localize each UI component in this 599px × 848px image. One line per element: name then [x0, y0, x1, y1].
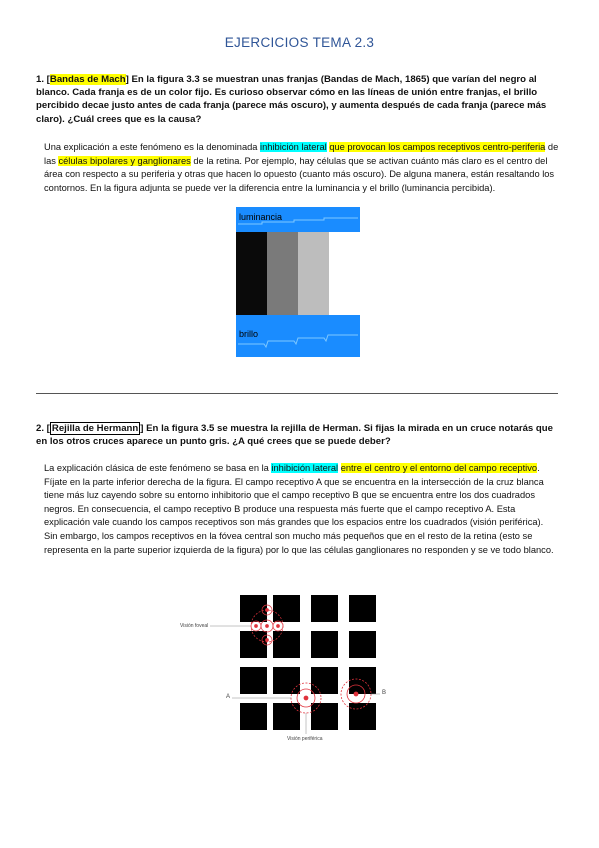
question-1-text: En la figura 3.3 se muestran unas franjas (Bandas de Mach, 1865) que varían del negro al blanco. Cada franja es de un color fijo. Es curioso observar cómo en las líneas de unión entre franjas, el brillo percibido decae justo antes de cada franja (parece más oscuro), y aumenta después de cada franja (parece más claro). ¿Cuál crees que es la causa?: [36, 74, 547, 125]
answer-2-text-1: La explicación clásica de este fenómeno se basa en la: [44, 463, 269, 473]
question-2-tag: Rejilla de Hermann: [51, 423, 139, 434]
band-dark-gray: [267, 232, 298, 315]
question-2: 2. [ Rejilla de Hermann ] En la figura 3.5 se muestra la rejilla de Herman. Si fijas la mirada en un cruce notarás que en los otros cruces aparece un punto gris. ¿A qué crees que se puede deber?: [36, 423, 553, 448]
answer-2-highlight-1: inhibición lateral: [271, 463, 339, 473]
hermann-grid-figure: [170, 590, 400, 750]
receptive-field-a-label: A: [226, 694, 231, 700]
foveal-vision-label: Visión foveal: [180, 623, 209, 629]
luminance-label: luminancia: [239, 212, 283, 222]
answer-1-highlight-1: inhibición lateral: [260, 142, 327, 152]
brightness-label: brillo: [239, 329, 259, 339]
receptive-fields-overlay: [170, 590, 400, 750]
answer-2-highlight-2: entre el centro y el entorno del campo receptivo: [340, 463, 538, 473]
answer-1-text-3: de la retina. Por ejemplo, hay células que se activan cuánto más claro es el centro del área con respecto a su periferia y otras que hacen lo opuesto (cuanto más oscuro). De alguna manera, están resaltando los contornos. En la figura adjunta se puede ver la diferencia entre la luminancia y el brillo (luminancia percibida).: [44, 155, 555, 193]
answer-1-highlight-3: células bipolares y ganglionares: [58, 155, 191, 166]
answer-1-text-2: de las: [44, 142, 559, 166]
answer-1-text-1: Una explicación a este fenómeno es la denominada: [44, 142, 258, 152]
question-1-tag: Bandas de Mach: [49, 74, 126, 85]
band-black: [236, 232, 267, 315]
peripheral-vision-label: Visión periférica: [287, 736, 323, 742]
question-1: 1. [Bandas de Mach] En la figura 3.3 se muestran unas franjas (Bandas de Mach, 1865) que varían del negro al blanco. Cada franja es de un color fijo. Es curioso observar cómo en las líneas de unión entre franjas, el brillo percibido decae justo antes de cada franja (parece más oscuro), y aumenta después de cada franja (parece más claro). ¿Cuál crees que es la causa?: [36, 74, 547, 125]
answer-1: [44, 141, 559, 195]
question-2-number: 2.: [36, 423, 45, 434]
question-1-number: 1.: [36, 74, 45, 85]
answer-2: [44, 462, 559, 557]
receptive-field-b-label: B: [382, 690, 387, 696]
band-white: [329, 232, 360, 315]
band-light-gray: [298, 232, 329, 315]
answer-2-text-2: . Fíjate en la parte inferior derecha de la figura. El campo receptivo A que se encuentra en la intersección de la cruz blanca tiene más luz cayendo sobre su entorno inhibitorio que el campo receptivo B que se encuentra entre los dos cuadrados negros. En consecuencia, el campo receptivo B produce una respuesta más fuerte que el campo receptivo A. Esta explicación vale cuando los campos receptivos son más grandes que los espacios entre los cuadrados (visión periférica). Sin embargo, los campos receptivos en la fóvea central son mucho más pequeños que en el resto de la retina (esto se representa en la parte superior izquierda de la figura) por lo que las células ganglionares no responden y se ve todo blanco.: [44, 463, 554, 555]
answer-1-highlight-2: que provocan los campos receptivos centro-periferia: [329, 142, 546, 152]
mach-bands-figure: [236, 207, 360, 357]
section-divider: [36, 393, 558, 394]
page-title: EJERCICIOS TEMA 2.3: [224, 35, 375, 50]
question-2-text: En la figura 3.5 se muestra la rejilla de Herman. Si fijas la mirada en un cruce notarás que en los otros cruces aparece un punto gris. ¿A qué crees que se puede deber?: [36, 423, 553, 448]
